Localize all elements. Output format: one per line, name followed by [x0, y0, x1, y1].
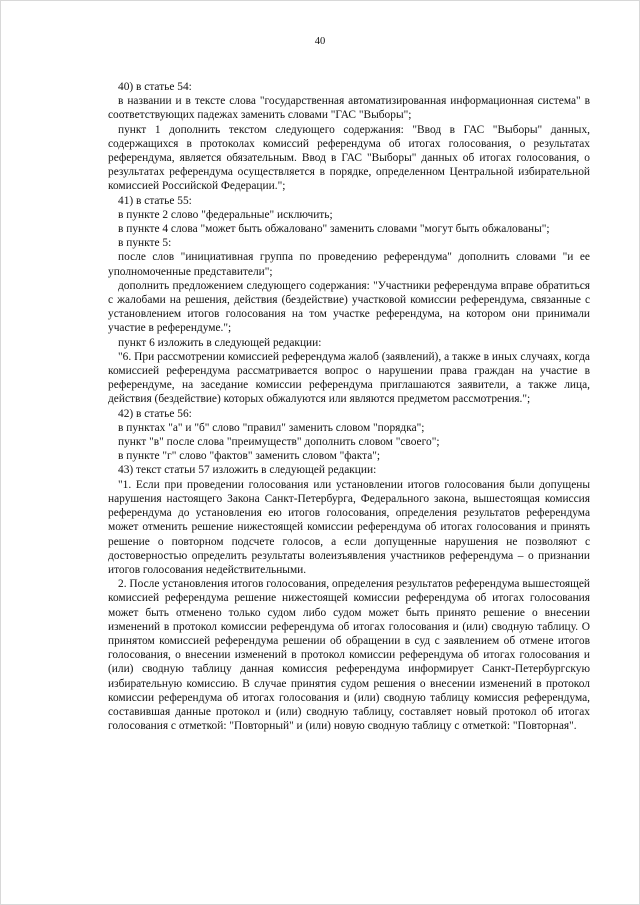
paragraph-point-2: в пункте 2 слово "федеральные" исключить; [118, 208, 333, 221]
paragraph-article-54: 40) в статье 54: [118, 81, 192, 93]
paragraph-article-57-point-1: "1. Если при проведении голосования или установлении итогов голосования были допущены нарушения настоящего Закона Санкт-Петербурга, Федерального закона, вышестоящая комиссия референдума до установления ею итогов голосования, определения результатов референдума может отменить решение нижестоящей комиссии референдума об итогах голосования и принять решение о повторном подсчете голосов, а если допущенные нарушения не позволяют с достоверностью определить результаты волеизъявления участников референдума – о признании итогов голосования недействительными. [108, 478, 590, 576]
document-body [108, 80, 590, 733]
paragraph-article-57-point-2: 2. После установления итогов голосования, определения результатов референдума вышестоящей комиссией референдума решение нижестоящей комиссии референдума об итогах голосования может быть отменено только судом либо судом может быть принято решение о внесении изменений в протокол комиссии референдума об итогах голосования и (или) сводную таблицу. О принятом комиссией референдума решении об обращении в суд с заявлением об отмене итогов голосования, о внесении изменений в протокол комиссии референдума об итогах голосования и (или) сводную таблицу данная комиссия референдума информирует Санкт-Петербургскую избирательную комиссию. В случае принятия судом решения о внесении изменений в протокол комиссии референдума об итогах голосования и (или) сводную таблицу комиссия референдума, составившая данные протокол и (или) сводную таблицу, составляет новый протокол об итогах голосования с отметкой: "Повторный" и (или) новую сводную таблицу с отметкой: "Повторная". [108, 578, 590, 733]
paragraph-point-6-text: "6. При рассмотрении комиссией референдума жалоб (заявлений), а также в иных случаях, когда комиссией референдума рассматривается вопрос о нарушении права граждан на участие в референдуме, на заседание комиссии референдума приглашаются заявители, а также лица, действия (бездействие) которых обжалуются или являются предметом рассмотрения."; [108, 350, 590, 406]
paragraph-initiative-group: после слов "инициативная группа по проведению референдума" дополнить словами "и ее уполномоченные представители"; [108, 251, 590, 278]
paragraph-point-4: в пункте 4 слова "может быть обжаловано" заменить словами "могут быть обжалованы"; [118, 223, 550, 236]
paragraph-gas-vybory-rename: в названии и в тексте слова "государственная автоматизированная информационная система" в соответствующих падежах заменить словами "ГАС "Выборы"; [108, 95, 590, 122]
paragraph-point-5: в пункте 5: [118, 237, 172, 250]
paragraph-article-55: 41) в статье 55: [118, 194, 192, 207]
paragraph-article-57-heading: 43) текст статьи 57 изложить в следующей редакции: [118, 464, 377, 477]
paragraph-complaints-sentence: дополнить предложением следующего содержания: "Участники референдума вправе обратиться с жалобами на решения, действия (бездействие) участковой комиссии референдума, связанные с установлением итогов голосования на том участке референдума, на котором они принимали участие в референдуме."; [108, 279, 590, 335]
paragraph-article-56: 42) в статье 56: [118, 407, 192, 420]
page-number: 40 [314, 36, 326, 47]
paragraph-point-g: в пункте "г" слово "фактов" заменить словом "факта"; [118, 450, 381, 463]
paragraph-points-a-b: в пунктах "а" и "б" слово "правил" заменить словом "порядка"; [118, 421, 425, 434]
paragraph-point-1-addition: пункт 1 дополнить текстом следующего содержания: "Ввод в ГАС "Выборы" данных, содержащихся в протоколах комиссий референдума об итогах голосования, о результатах референдума, является обязательным. Ввод в ГАС "Выборы" данных об итогах голосования, о результатах референдума осуществляется в порядке, определенном Центральной избирательной комиссией Российской Федерации."; [108, 123, 590, 193]
paragraph-point-6-heading: пункт 6 изложить в следующей редакции: [118, 336, 322, 349]
paragraph-point-v: пункт "в" после слова "преимуществ" дополнить словом "своего"; [118, 436, 440, 449]
